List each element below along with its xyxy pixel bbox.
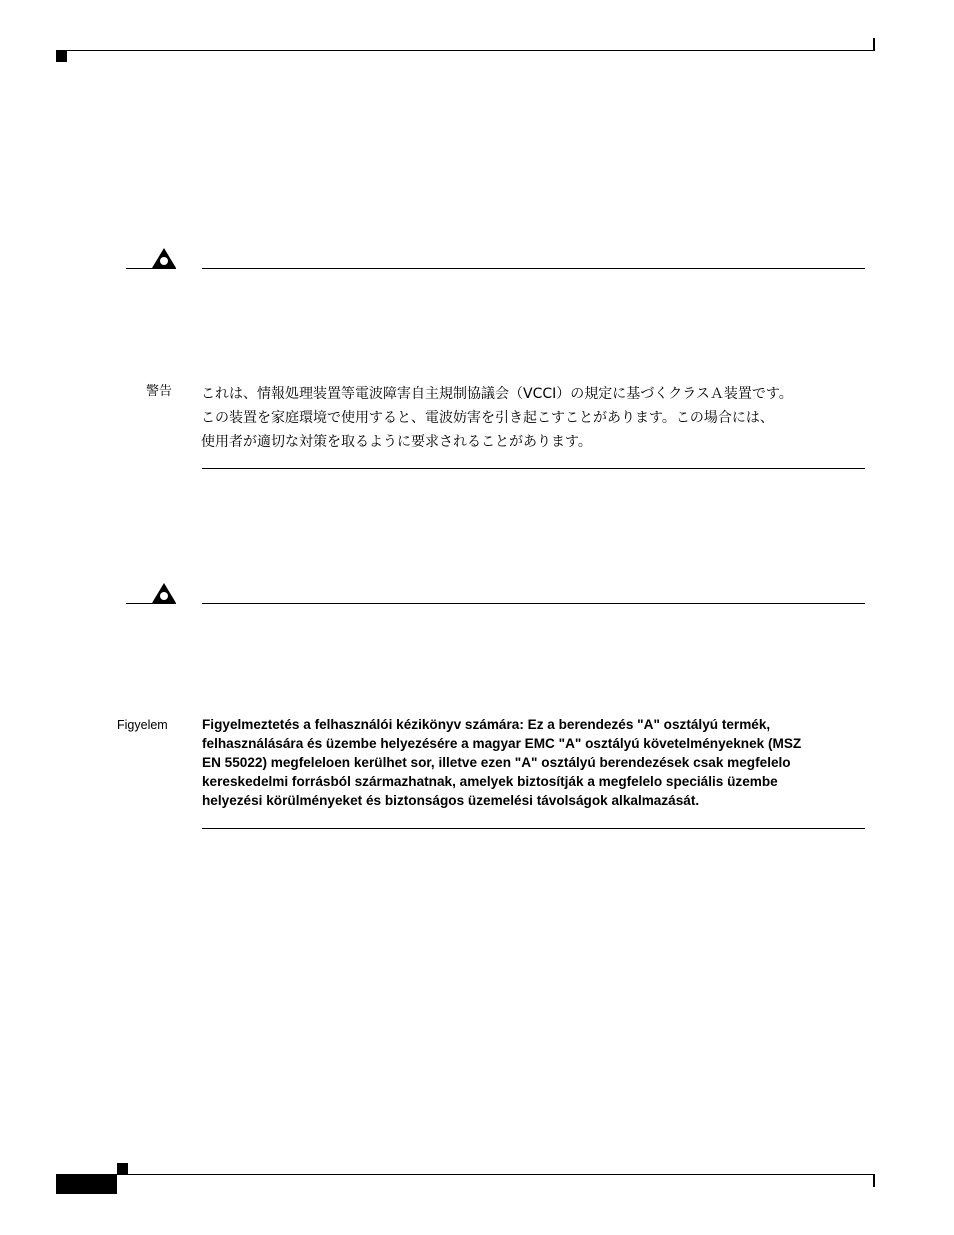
warning-left-rule — [126, 603, 176, 604]
warning-bottom-rule — [202, 828, 865, 829]
header-tick — [873, 38, 875, 51]
warning-triangle-icon — [151, 582, 177, 604]
warning-text-hu: Figyelmeztetés a felhasználói kézikönyv számára: Ez a berendezés "A" osztályú termék, felhasználására és üzembe helyezésére a magyar EMC "A" osztályú követelményeknek (MSZ EN 55022) megfeleloen kerülhet sor, illetve ezen "A" osztályú berendezések csak megfelelo kereskedelmi forrásból származhatnak, amelyek biztosítják a megfelelo speciális üzembe helyezési körülményeket és biztonságos üzemelési távolságok alkalmazását. — [202, 717, 802, 808]
warning-label-hu: Figyelem — [117, 718, 168, 732]
footer-page-tab — [56, 1174, 117, 1194]
footer-rule — [117, 1174, 874, 1175]
footer-marker-small — [117, 1163, 128, 1174]
warning-left-rule — [126, 268, 176, 269]
header-rule — [56, 50, 874, 51]
warning-triangle-icon — [151, 247, 177, 269]
footer-tick — [873, 1174, 875, 1187]
warning-label-ja: 警告 — [146, 384, 173, 399]
warning-text-ja: これは、情報処理装置等電波障害自主規制協議会（VCCI）の規定に基づくクラスＡ装置です。 この装置を家庭環境で使用すると、電波妨害を引き起こすことがあります。この場合には、 使用者が適切な対策を取るように要求されることがあります。 — [201, 386, 793, 450]
warning-top-rule — [202, 603, 865, 604]
warning-top-rule — [202, 268, 865, 269]
header-marker — [56, 51, 67, 62]
warning-bottom-rule — [202, 468, 865, 469]
